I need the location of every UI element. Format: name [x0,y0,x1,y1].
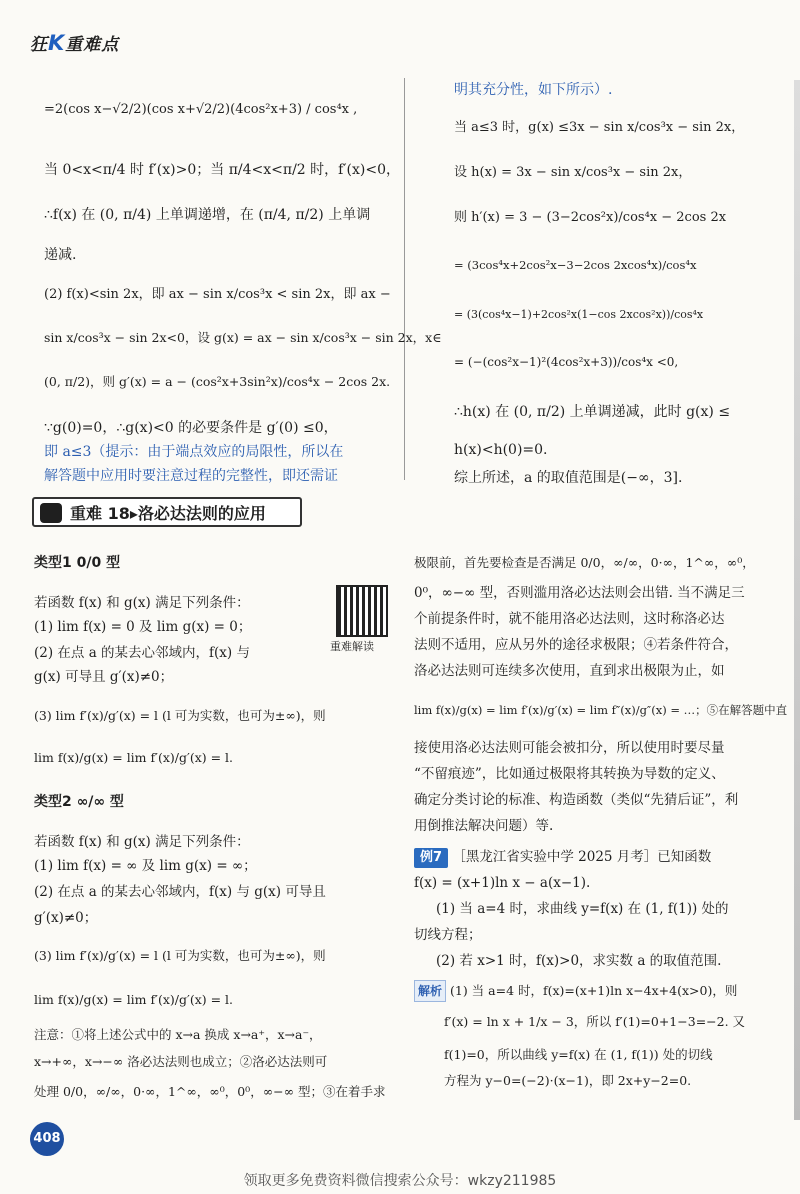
lb-line-13: lim f(x)/g(x) = lim f′(x)/g′(x) = l. [34,992,234,1007]
rt-line-5: = (3(cos⁴x−1)+2cos²x(1−cos 2xcos²x))/cos⁴x [454,308,704,321]
rt-line-4: = (3cos⁴x+2cos²x−3−2cos 2xcos⁴x)/cos⁴x [454,258,697,272]
rt-line-7: ∴h(x) 在 (0, π/2) 上单调递减，此时 g(x) ≤ [454,404,731,420]
page-number: 408 [30,1122,64,1156]
example-tag: 例7 [414,848,448,868]
rb-line-2: 个前提条件时，就不能用洛必达法则，这时称洛必达 [414,611,725,627]
lb-line-5: (3) lim f′(x)/g′(x) = l (l 可为实数，也可为±∞)，则 [34,708,326,723]
section-title: 重难 18▸洛必达法则的应用 [70,504,266,523]
qr-caption: 重难解读 [330,640,374,653]
lb-line-0: 类型1 0/0 型 [34,555,121,571]
rb-line-7: “不留痕迹”，比如通过极限将其转换为导数的定义、 [414,766,725,782]
solution-line-1: f′(x) = ln x + 1/x − 3，所以 f′(1)=0+1−3=−2. 又 [444,1014,746,1029]
solution-header [414,980,737,1002]
rb-line-4: 洛必达法则可连续多次使用，直到求出极限为止，如 [414,663,725,679]
brand-prefix: 狂 [30,35,48,55]
example-line-0: ［黑龙江省实验中学 2025 月考］已知函数 [452,849,712,865]
rt-line-1: 当 a≤3 时，g(x) ≤3x − sin x/cos³x − sin 2x， [454,120,745,135]
lt-line-3: 递减. [44,247,77,263]
rt-line-0: 明其充分性，如下所示）. [454,82,613,98]
lamp-icon [40,503,62,523]
example-line-3: 切线方程； [414,927,482,943]
lb-line-4: g(x) 可导且 g′(x)≠0； [34,669,174,685]
rt-line-3: 则 h′(x) = 3 − (3−2cos²x)/cos⁴x − 2cos 2x [454,210,727,225]
rt-line-2: 设 h(x) = 3x − sin x/cos³x − sin 2x， [454,165,692,180]
lt-line-4: (2) f(x)<sin 2x，即 ax − sin x/cos³x < sin 2x，即 ax − [44,287,391,302]
lb-line-8: 若函数 f(x) 和 g(x) 满足下列条件： [34,834,250,850]
column-divider [404,78,405,480]
lb-line-2: (1) lim f(x) = 0 及 lim g(x) = 0； [34,619,252,635]
lt-line-1: 当 0<x<π/4 时 f′(x)>0；当 π/4<x<π/2 时，f′(x)<0， [44,162,400,178]
lb-line-16: 处理 0/0，∞/∞，0·∞，1^∞，∞⁰，0⁰，∞−∞ 型；③在着手求 [34,1084,386,1099]
example-header [414,847,711,868]
section-banner [32,497,302,527]
brand-logo [30,30,119,55]
solution-tag: 解析 [414,980,446,1002]
solution-line-2: f(1)=0，所以曲线 y=f(x) 在 (1, f(1)) 处的切线 [444,1047,713,1062]
rt-line-6: = (−(cos²x−1)²(4cos²x+3))/cos⁴x <0, [454,355,679,369]
rb-line-6: 接使用洛必达法则可能会被扣分，所以使用时要尽量 [414,740,725,756]
lt-line-0: =2(cos x−√2/2)(cos x+√2/2)(4cos²x+3) / cos⁴x , [44,102,358,117]
rb-line-8: 确定分类讨论的标准、构造函数（类似“先猜后证”，利 [414,792,739,808]
rb-line-1: 0⁰，∞−∞ 型，否则滥用洛必达法则会出错. 当不满足三 [414,585,745,601]
example-line-2: (1) 当 a=4 时，求曲线 y=f(x) 在 (1, f(1)) 处的 [436,901,729,917]
lt-line-6: (0, π/2)，则 g′(x) = a − (cos²x+3sin²x)/cos⁴x − 2cos 2x. [44,374,391,389]
lb-line-14: 注意：①将上述公式中的 x→a 换成 x→a⁺，x→a⁻， [34,1027,322,1042]
lb-line-12: (3) lim f′(x)/g′(x) = l (l 可为实数，也可为±∞)，则 [34,948,326,963]
rb-line-5: lim f(x)/g(x) = lim f′(x)/g′(x) = lim f″(x)/g″(x) = …；⑤在解答题中直 [414,703,788,717]
lb-line-10: (2) 在点 a 的某去心邻域内，f(x) 与 g(x) 可导且 [34,884,326,900]
lt-line-7: ∵g(0)=0，∴g(x)<0 的必要条件是 g′(0) ≤0， [44,420,338,436]
lb-line-9: (1) lim f(x) = ∞ 及 lim g(x) = ∞； [34,858,257,874]
lb-line-15: x→+∞，x→−∞ 洛必达法则也成立；②洛必达法则可 [34,1054,328,1069]
brand-suffix: 重难点 [65,35,120,55]
lb-line-3: (2) 在点 a 的某去心邻域内，f(x) 与 [34,645,250,661]
example-line-4: (2) 若 x>1 时，f(x)>0，求实数 a 的取值范围. [436,953,722,969]
solution-line-3: 方程为 y−0=(−2)·(x−1)，即 2x+y−2=0. [444,1073,692,1088]
solution-line-0: (1) 当 a=4 时，f(x)=(x+1)ln x−4x+4(x>0)，则 [450,983,738,998]
brand-k: K [48,31,66,55]
lt-line-9: 解答题中应用时要注意过程的完整性，即还需证 [44,468,338,484]
lb-line-1: 若函数 f(x) 和 g(x) 满足下列条件： [34,595,250,611]
lt-line-2: ∴f(x) 在 (0, π/4) 上单调递增，在 (π/4, π/2) 上单调 [44,207,371,223]
rt-line-8: h(x)<h(0)=0. [454,442,548,458]
rb-line-0: 极限前，首先要检查是否满足 0/0，∞/∞，0·∞，1^∞，∞⁰， [414,555,755,570]
rb-line-9: 用倒推法解决问题）等. [414,818,554,834]
page-edge [794,80,800,1120]
lb-line-11: g′(x)≠0； [34,910,98,926]
lt-line-8: 即 a≤3（提示：由于端点效应的局限性，所以在 [44,444,344,460]
rb-line-3: 法则不适用，应从另外的途径求极限；④若条件符合， [414,637,738,653]
footer-watermark: 领取更多免费资料微信搜索公众号：wkzy211985 [243,1173,557,1189]
lt-line-5: sin x/cos³x − sin 2x<0，设 g(x) = ax − sin x/cos³x − sin 2x，x∈ [44,330,442,345]
rt-line-9: 综上所述，a 的取值范围是(−∞，3]. [454,470,683,486]
lb-line-6: lim f(x)/g(x) = lim f′(x)/g′(x) = l. [34,750,234,765]
lb-line-7: 类型2 ∞/∞ 型 [34,794,124,810]
example-line-1: f(x) = (x+1)ln x − a(x−1). [414,875,591,891]
qr-code-icon[interactable] [336,585,388,637]
